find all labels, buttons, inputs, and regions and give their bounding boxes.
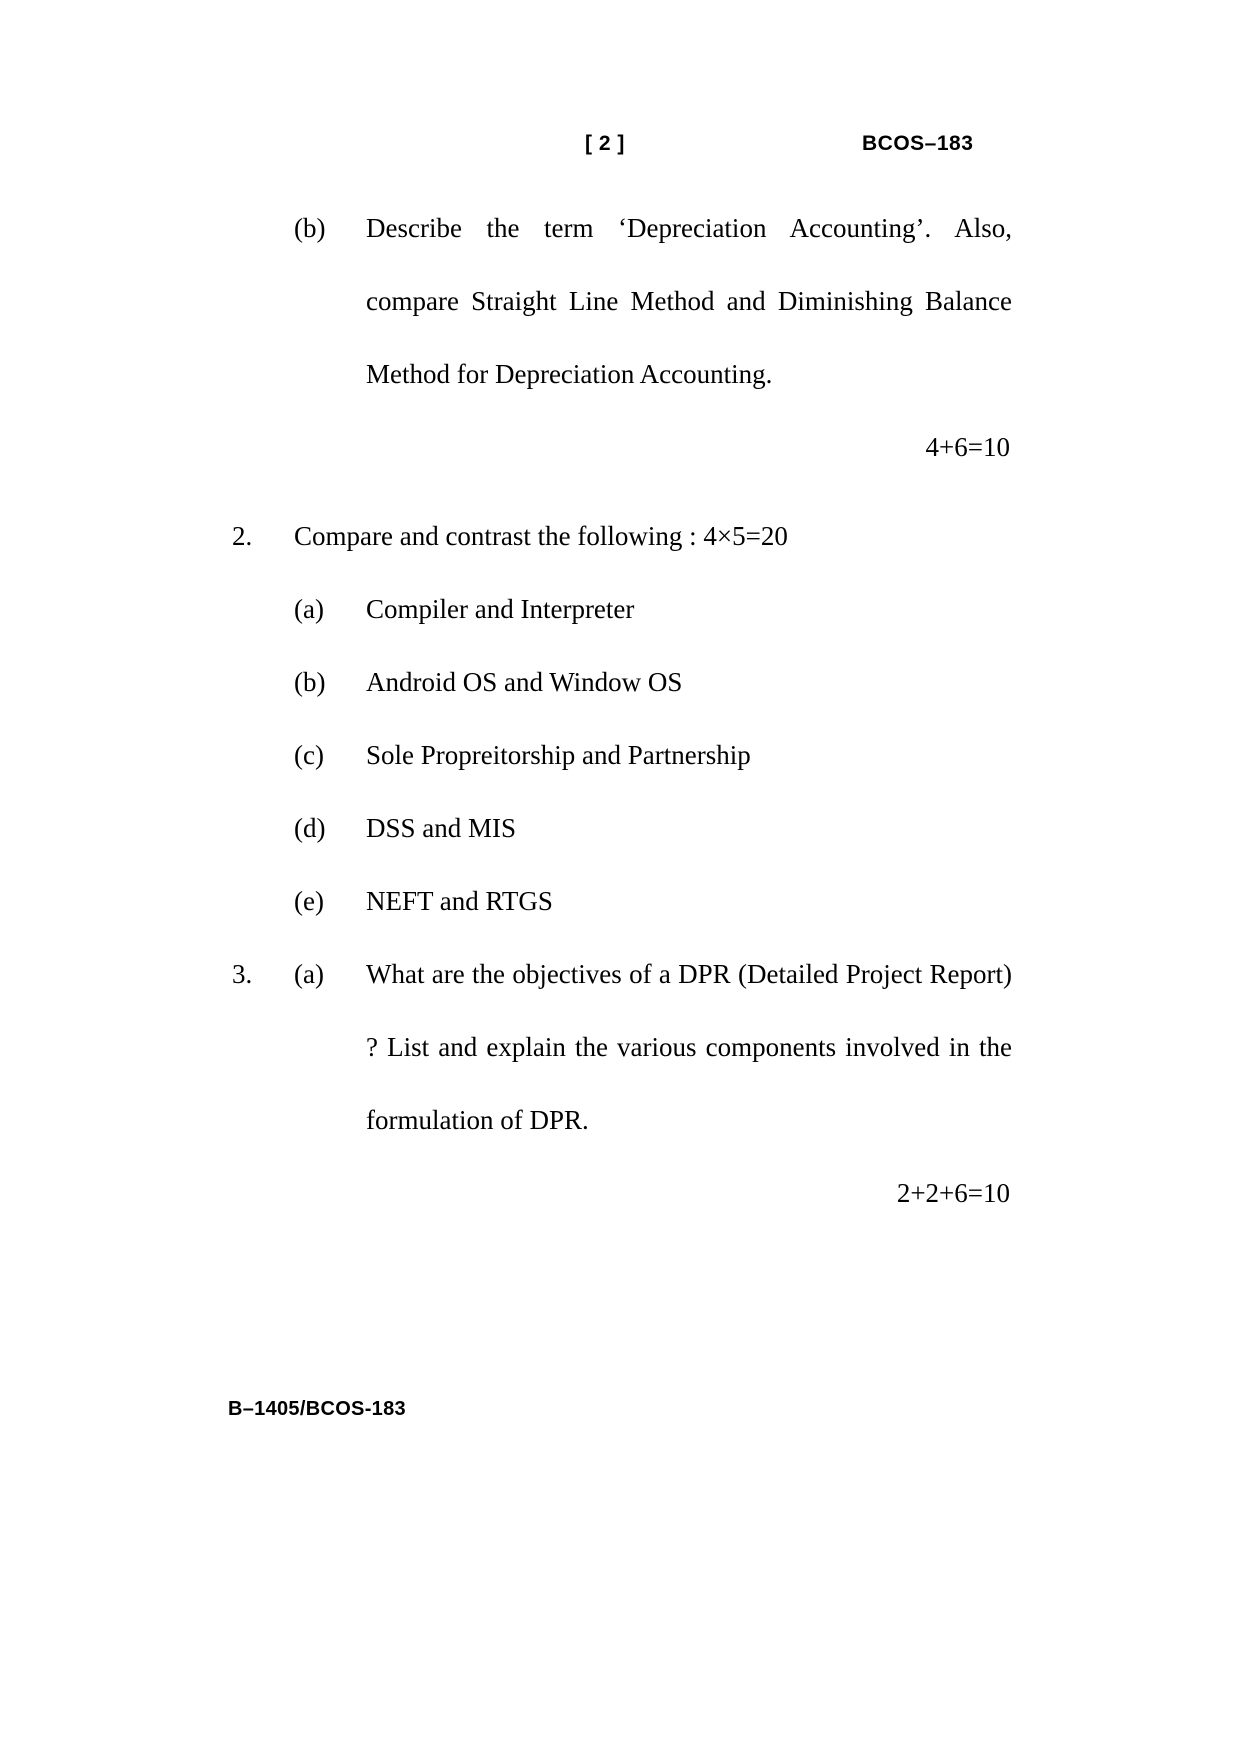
- question-2b: [232, 646, 1012, 719]
- question-1b: [232, 192, 1012, 411]
- question-3a-label: (a): [294, 959, 324, 989]
- question-2-text: Compare and contrast the following : 4×5=20: [294, 521, 788, 551]
- question-2d-text: DSS and MIS: [366, 813, 517, 843]
- question-2-number: 2.: [232, 521, 253, 551]
- question-2e-text: NEFT and RTGS: [366, 886, 553, 916]
- question-3a-text: What are the objectives of a DPR (Detailed Project Report) ? List and explain the various components involved in the formulation of DPR.: [366, 959, 1012, 1135]
- question-2c-text: Sole Propreitorship and Partnership: [366, 740, 751, 770]
- question-2e-label: (e): [294, 886, 324, 916]
- question-2b-label: (b): [294, 667, 326, 697]
- question-1b-label: (b): [294, 213, 326, 243]
- question-2d: [232, 792, 1012, 865]
- question-3a: [232, 938, 1012, 1157]
- question-1b-marks: 4+6=10: [925, 432, 1010, 462]
- page-content: [232, 192, 1012, 1230]
- question-2e: [232, 865, 1012, 938]
- course-code: BCOS–183: [862, 132, 974, 155]
- question-2: [232, 500, 1012, 573]
- question-2d-label: (d): [294, 813, 326, 843]
- question-2a-label: (a): [294, 594, 324, 624]
- question-3a-marks: 2+2+6=10: [896, 1178, 1010, 1208]
- page-number: [ 2 ]: [585, 132, 625, 155]
- question-2b-text: Android OS and Window OS: [366, 667, 683, 697]
- footer-paper-ref: B–1405/BCOS-183: [228, 1398, 406, 1420]
- question-2c: [232, 719, 1012, 792]
- question-2c-label: (c): [294, 740, 324, 770]
- page-header: [0, 132, 1241, 164]
- question-1b-text: Describe the term ‘Depreciation Accounting’. Also, compare Straight Line Method and Diminishing Balance Method for Depreciation Accounting.: [366, 213, 1012, 389]
- question-2a: [232, 573, 1012, 646]
- question-2a-text: Compiler and Interpreter: [366, 594, 635, 624]
- question-3a-number: 3.: [232, 959, 253, 989]
